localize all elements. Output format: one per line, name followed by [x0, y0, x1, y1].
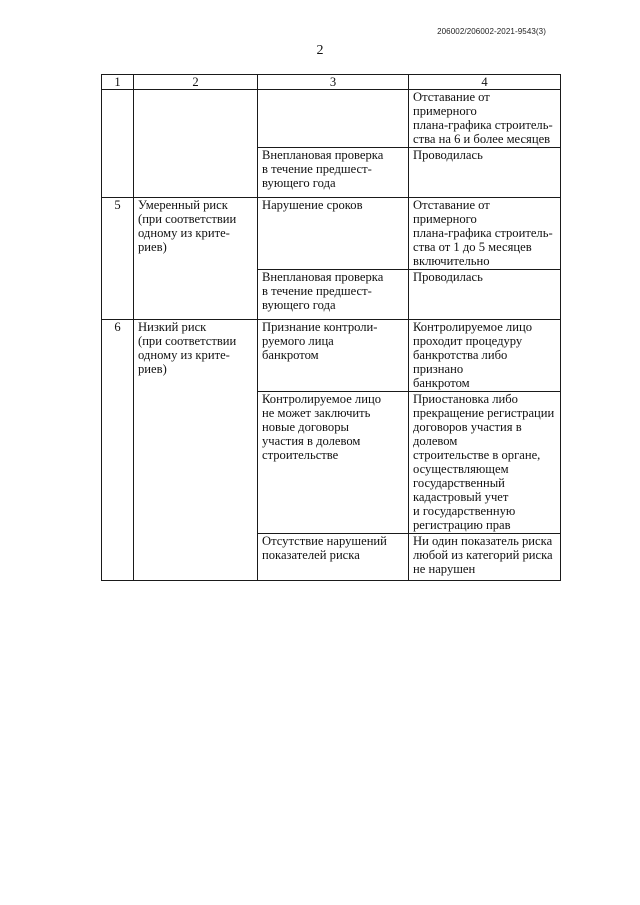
- column-header: 3: [258, 75, 409, 90]
- risk-category: [134, 90, 258, 198]
- risk-criterion: Контролируемое лицо не может заключить новые договоры участия в долевом строительстве: [258, 392, 409, 534]
- risk-criterion: [258, 90, 409, 148]
- risk-indicator: Отставание от примерного плана-графика строитель- ства на 6 и более месяцев: [409, 90, 561, 148]
- risk-criterion: Внеплановая проверка в течение предшест- вующего года: [258, 270, 409, 320]
- row-number: [102, 90, 134, 198]
- column-header: 1: [102, 75, 134, 90]
- table-header-row: [102, 75, 561, 90]
- risk-criterion: Отсутствие нарушений показателей риска: [258, 534, 409, 581]
- risk-indicator: Контролируемое лицо проходит процедуру банкротства либо признано банкротом: [409, 320, 561, 392]
- risk-indicator: Отставание от примерного плана-графика строитель- ства от 1 до 5 месяцев включительно: [409, 198, 561, 270]
- table-row: [102, 90, 561, 148]
- table-row: [102, 320, 561, 392]
- column-header: 2: [134, 75, 258, 90]
- risk-indicator: Проводилась: [409, 270, 561, 320]
- risk-criterion: Признание контроли- руемого лица банкротом: [258, 320, 409, 392]
- risk-category: Умеренный риск (при соответствии одному из крите- риев): [134, 198, 258, 320]
- risk-criterion: Нарушение сроков: [258, 198, 409, 270]
- risk-indicator: Приостановка либо прекращение регистрации договоров участия в долевом строительстве в органе, осуществляющем государственный кадастровый учет и государственную регистрацию прав: [409, 392, 561, 534]
- table-row: [102, 198, 561, 270]
- risk-category: Низкий риск (при соответствии одному из крите- риев): [134, 320, 258, 581]
- risk-table: [101, 74, 561, 581]
- risk-indicator: Проводилась: [409, 148, 561, 198]
- row-number: 5: [102, 198, 134, 320]
- row-number: 6: [102, 320, 134, 581]
- page-number: 2: [316, 43, 324, 58]
- risk-indicator: Ни один показатель риска любой из категорий риска не нарушен: [409, 534, 561, 581]
- document-id: 206002/206002-2021-9543(3): [437, 27, 546, 36]
- column-header: 4: [409, 75, 561, 90]
- risk-criterion: Внеплановая проверка в течение предшест- вующего года: [258, 148, 409, 198]
